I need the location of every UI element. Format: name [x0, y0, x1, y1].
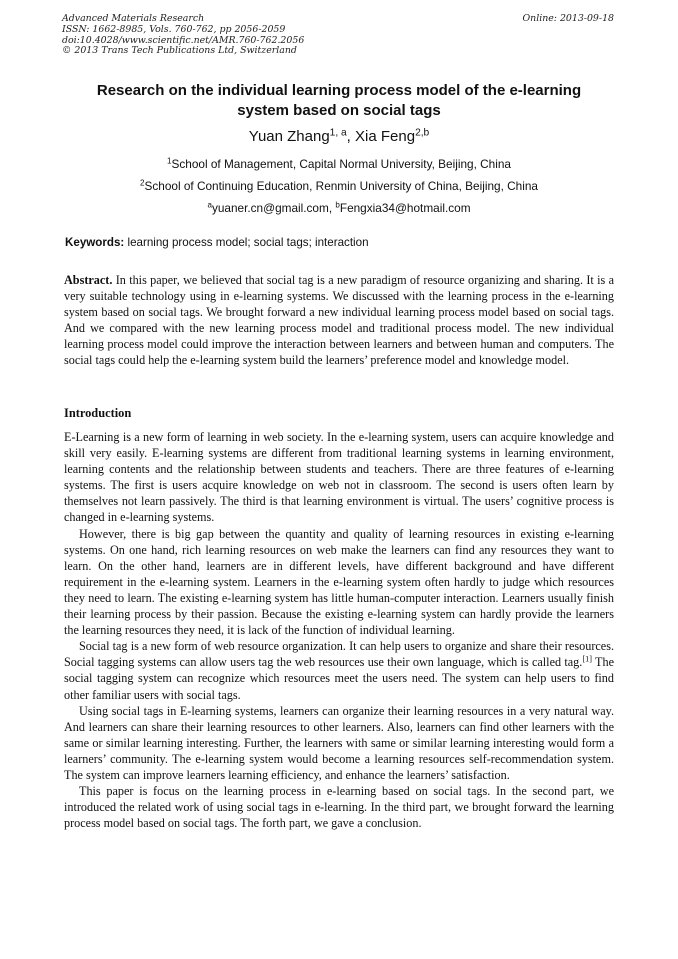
introduction-body [64, 429, 614, 831]
email-address: yuaner.cn@gmail.com, [211, 201, 336, 215]
paragraph-5: This paper is focus on the learning process in e-learning based on social tags. In the second part, we introduced the related work of using social tags in e-learning. In the third part, we brought forward the learning process model based on social tags. The forth part, we gave a conclusion. [64, 784, 614, 831]
email-superscript: a [207, 200, 212, 210]
email-address: Fengxia34@hotmail.com [339, 201, 471, 215]
paragraph-3-text-continued: The social tagging system can recognize which resources meet the users need. The system can help users to find other familiar users with social tags. [64, 655, 614, 702]
abstract-text: In this paper, we believed that social tag is a new paradigm of resource organizing and sharing. It is a very suitable technology using in e-learning systems. We discussed with the learning process in the e-learning system based on social tags. We brought forward a new individual learning process model based on social tags. And we compared with the new learning process model and traditional process model. The new individual learning process model could improve the interaction between learners and between human and computers. The social tags could help the e-learning system build the learners’ preference model and knowledge model. [64, 273, 614, 368]
email-superscript: b [335, 200, 340, 210]
author-list [62, 127, 616, 147]
journal-copyright: © 2013 Trans Tech Publications Ltd, Switzerland [62, 45, 297, 57]
journal-header [62, 14, 304, 57]
paper-title [62, 81, 616, 121]
citation-reference: [1] [582, 654, 592, 664]
affiliation-1 [62, 157, 616, 171]
paragraph-4: Using social tags in E-learning systems, learners can organize their learning resources in a very natural way. And learners can share their learning resources to other learners. Also, learners can find other learners with the same or similar learning interesting. Further, the learners with same or similar learning interesting would form a learners’ community. The e-learning system would become a learning resources self-recommendation system. The system can improve learners learning efficiency, and enhance the learners’ satisfaction. [64, 703, 614, 782]
author-separator: , [346, 128, 356, 145]
author-superscript: 1, a [329, 127, 347, 139]
paragraph-1: E-Learning is a new form of learning in web society. In the e-learning system, users can acquire knowledge and skill very easily. E-learning systems are different from traditional learning systems in learning environment, learning contents and the relationship between students and teachers. There are three features of e-learning systems. The first is users acquire knowledge on web not in classroom. The second is users often learn by themselves not learn passively. The third is that learning environment is virtual. The users’ cognitive process is changed in e-learning systems. [64, 430, 614, 525]
keywords-label: Keywords: [65, 236, 125, 249]
paragraph-2: However, there is big gap between the quantity and quality of learning resources in existing e-learning systems. On one hand, rich learning resources on web make the learners can find any resources they want to learn. On the other hand, learners are in different levels, have different background and have different requirement in the e-learning system. Learners in the e-learning system often hardly to judge which resources they need to learn. The existing e-learning system has little human-computer interaction. Learners usually finish their learning process by their passion. Because the existing e-learning system can hardly provide the learners the learning resources they need, it is lack of the function of individual learning. [64, 526, 614, 638]
affiliation-superscript: 1 [167, 156, 172, 166]
abstract [64, 272, 614, 369]
affiliation-2 [62, 179, 616, 193]
abstract-label: Abstract. [64, 273, 113, 287]
author-superscript: 2,b [415, 127, 430, 139]
journal-doi: doi:10.4028/www.scientific.net/AMR.760-762.2056 [62, 34, 305, 46]
journal-name: Advanced Materials Research [62, 13, 205, 24]
online-date: Online: 2013-09-18 [522, 13, 614, 24]
keywords-text: learning process model; social tags; interaction [124, 236, 369, 249]
affiliation-text: School of Management, Capital Normal University, Beijing, China [171, 157, 511, 171]
affiliation-text: School of Continuing Education, Renmin University of China, Beijing, China [144, 179, 538, 193]
section-heading-introduction: Introduction [64, 406, 132, 420]
paper-title-line-2: system based on social tags [237, 102, 441, 119]
affiliation-superscript: 2 [140, 178, 145, 188]
abstract-paragraph [64, 272, 614, 369]
keywords [65, 236, 615, 250]
paper-title-line-1: Research on the individual learning process model of the e-learning [96, 82, 582, 99]
paragraph-3-text: Social tag is a new form of web resource organization. It can help users to organize and share their resources. Social tagging systems can allow users tag the web resources use their own language, which is called tag. [64, 639, 614, 670]
paragraph-3 [64, 638, 614, 702]
author-name: Xia Feng [355, 128, 416, 145]
author-emails [62, 201, 616, 215]
author-name: Yuan Zhang [248, 128, 330, 145]
journal-issn: ISSN: 1662-8985, Vols. 760-762, pp 2056-2059 [62, 23, 286, 35]
